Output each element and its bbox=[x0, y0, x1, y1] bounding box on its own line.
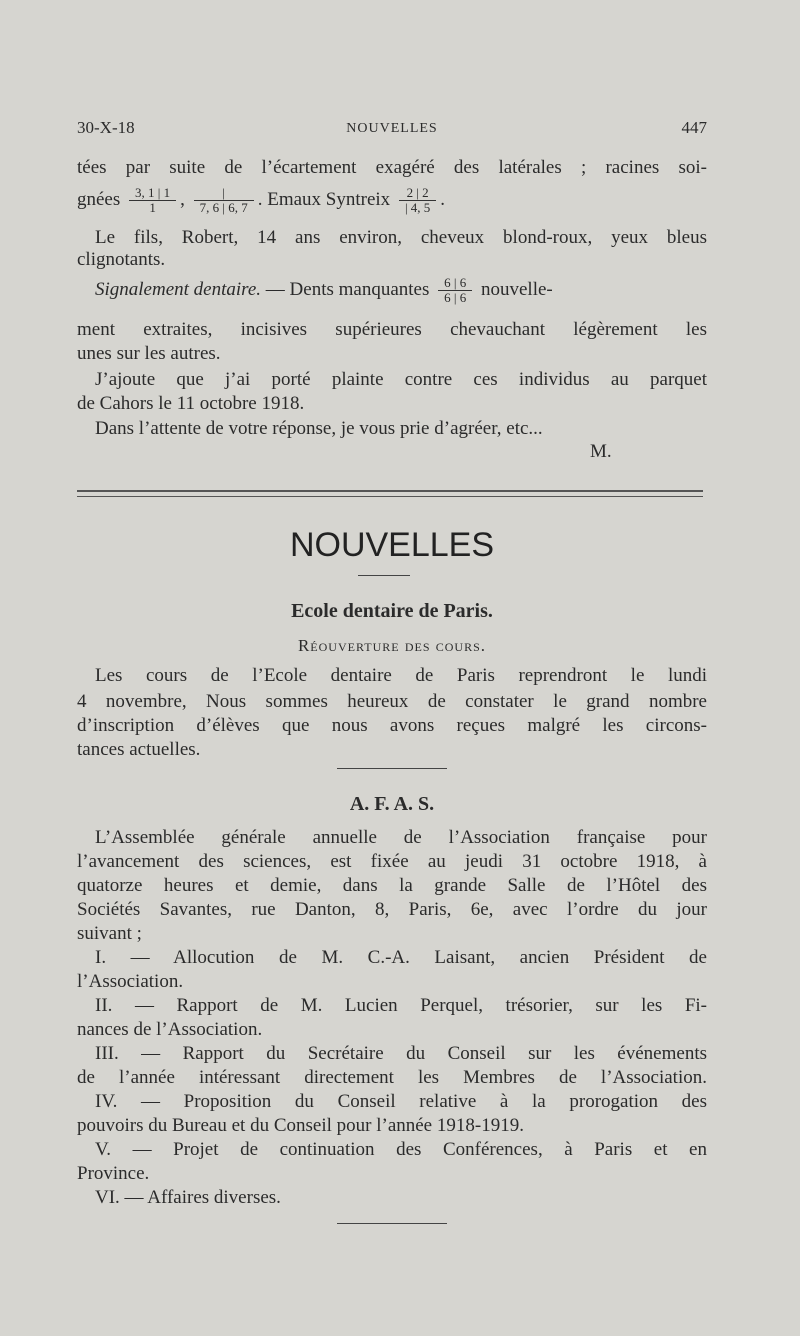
paragraph-line: Les cours de l’Ecole dentaire de Paris reprendront le lundi bbox=[95, 665, 707, 686]
formula-upper: 6 | 6 bbox=[438, 276, 472, 291]
letter-line: J’ajoute que j’ai porté plainte contre ces individus au parquet bbox=[95, 369, 707, 390]
afas-title: A. F. A. S. bbox=[349, 793, 435, 815]
formula-lower: 7, 6 | 6, 7 bbox=[199, 200, 248, 215]
dental-formula bbox=[399, 186, 436, 215]
section-rule bbox=[337, 768, 447, 769]
paragraph-line: suivant ; bbox=[77, 923, 142, 944]
letter-line-fractions bbox=[77, 276, 707, 316]
agenda-item: V. — Projet de continuation des Conférences, à Paris et en bbox=[95, 1139, 707, 1160]
agenda-item: Province. bbox=[77, 1163, 150, 1184]
agenda-item: pouvoirs du Bureau et du Conseil pour l’année 1918-1919. bbox=[77, 1115, 524, 1136]
italic-heading: Signalement dentaire. bbox=[95, 278, 262, 300]
header-date: 30-X-18 bbox=[77, 118, 135, 137]
section-divider bbox=[77, 490, 703, 497]
paragraph-line: l’avancement des sciences, est fixée au jeudi 31 octobre 1918, à bbox=[77, 851, 707, 872]
dental-formula bbox=[129, 186, 176, 215]
formula-upper: | bbox=[194, 186, 254, 201]
paragraph-line: d’inscription d’élèves que nous avons reçues malgré les circons- bbox=[77, 715, 707, 736]
header-title: NOUVELLES bbox=[346, 121, 438, 136]
dental-formula bbox=[438, 276, 472, 305]
ecole-title: Ecole dentaire de Paris. bbox=[291, 600, 493, 622]
letter-line-fractions bbox=[77, 186, 707, 226]
signature: M. bbox=[590, 441, 612, 462]
letter-text: , bbox=[180, 188, 185, 210]
formula-lower: | 4, 5 bbox=[404, 200, 431, 215]
title-rule bbox=[358, 575, 410, 576]
paragraph-line: tances actuelles. bbox=[77, 739, 201, 760]
agenda-item: l’Association. bbox=[77, 971, 184, 992]
letter-text: nouvelle- bbox=[480, 278, 553, 300]
page-number: 447 bbox=[681, 118, 707, 137]
letter-line: Le fils, Robert, 14 ans environ, cheveux blond-roux, yeux bleus bbox=[95, 227, 707, 248]
letter-line: ment extraites, incisives supérieures chevauchant légèrement les bbox=[77, 319, 707, 340]
letter-line: Dans l’attente de votre réponse, je vous prie d’agréer, etc... bbox=[95, 418, 543, 439]
paragraph-line: Sociétés Savantes, rue Danton, 8, Paris, 6e, avec l’ordre du jour bbox=[77, 899, 707, 920]
agenda-item: nances de l’Association. bbox=[77, 1019, 263, 1040]
letter-text: gnées bbox=[77, 188, 121, 210]
page-header bbox=[77, 118, 707, 142]
agenda-item: IV. — Proposition du Conseil relative à la prorogation des bbox=[95, 1091, 707, 1112]
paragraph-line: quatorze heures et demie, dans la grande Salle de l’Hôtel des bbox=[77, 875, 707, 896]
paragraph-line: 4 novembre, Nous sommes heureux de constater le grand nombre bbox=[77, 691, 707, 712]
ecole-subtitle: Réouverture des cours. bbox=[297, 636, 487, 655]
agenda-item: II. — Rapport de M. Lucien Perquel, trésorier, sur les Fi- bbox=[95, 995, 707, 1016]
agenda-item: VI. — Affaires diverses. bbox=[95, 1187, 281, 1208]
formula-upper: 3, 1 | 1 bbox=[129, 186, 176, 201]
letter-text: — Dents manquantes bbox=[261, 278, 430, 300]
agenda-item: III. — Rapport du Secrétaire du Conseil sur les événements bbox=[95, 1043, 707, 1064]
agenda-item: I. — Allocution de M. C.-A. Laisant, ancien Président de bbox=[95, 947, 707, 968]
formula-upper: 2 | 2 bbox=[399, 186, 436, 201]
formula-lower: 1 bbox=[149, 200, 156, 215]
formula-lower: 6 | 6 bbox=[444, 290, 467, 305]
letter-text: . bbox=[440, 188, 446, 210]
paragraph-line: L’Assemblée générale annuelle de l’Association française pour bbox=[95, 827, 707, 848]
letter-text: . Emaux Syntreix bbox=[257, 188, 391, 210]
letter-line: tées par suite de l’écartement exagéré des latérales ; racines soi- bbox=[77, 157, 707, 178]
agenda-item: de l’année intéressant directement les Membres de l’Association. bbox=[77, 1067, 707, 1088]
letter-line: unes sur les autres. bbox=[77, 343, 221, 364]
dental-formula bbox=[194, 186, 254, 215]
letter-line: de Cahors le 11 octobre 1918. bbox=[77, 393, 305, 414]
section-title: NOUVELLES bbox=[289, 526, 495, 564]
letter-line: clignotants. bbox=[77, 249, 166, 270]
section-rule bbox=[337, 1223, 447, 1224]
